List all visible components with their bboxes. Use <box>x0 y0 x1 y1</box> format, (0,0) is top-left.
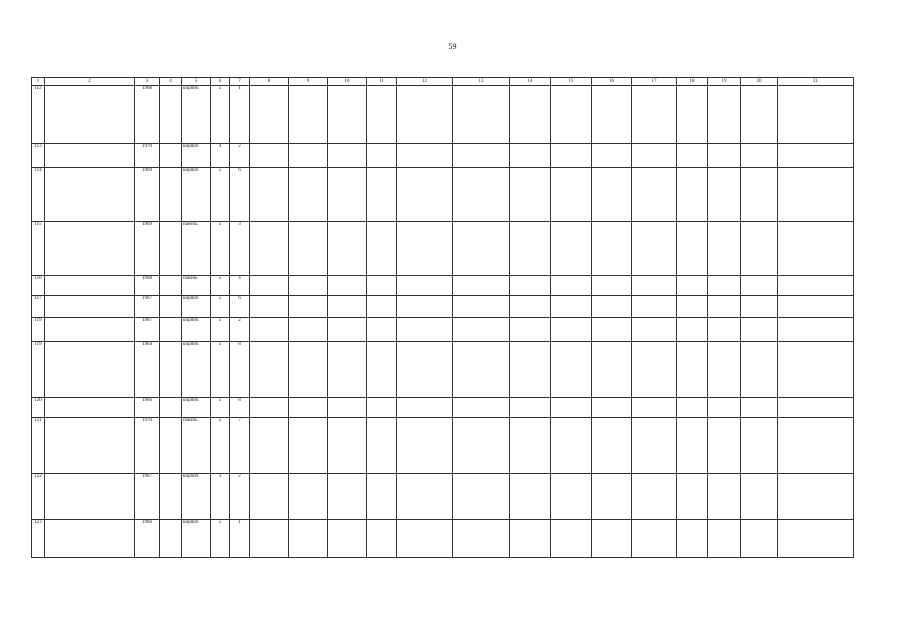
cell-floors: 5 <box>211 398 230 418</box>
cell-entrances: 1 <box>230 520 250 558</box>
cell-blank <box>397 398 453 418</box>
page-number: 59 <box>448 42 457 51</box>
cell-material: панель <box>182 276 211 296</box>
cell-blank <box>592 418 632 474</box>
table-row <box>32 318 854 342</box>
cell-blank <box>551 296 592 318</box>
cell-blank <box>328 144 367 168</box>
cell-blank <box>592 276 632 296</box>
cell-blank <box>741 168 778 222</box>
housing-register-table <box>31 77 854 558</box>
table-row <box>32 474 854 520</box>
cell-blank <box>45 296 135 318</box>
cell-blank <box>632 276 677 296</box>
cell-blank <box>397 144 453 168</box>
cell-blank <box>250 86 289 144</box>
cell-blank <box>677 168 708 222</box>
cell-blank <box>45 318 135 342</box>
cell-material: панель <box>182 418 211 474</box>
column-number: 6 <box>211 78 230 86</box>
cell-blank <box>551 222 592 276</box>
cell-blank <box>510 398 551 418</box>
cell-year: 1966 <box>135 398 160 418</box>
cell-year: 1964 <box>135 342 160 398</box>
cell-blank <box>592 222 632 276</box>
cell-material: кирпич <box>182 342 211 398</box>
cell-entrances: 2 <box>230 474 250 520</box>
column-number: 9 <box>289 78 328 86</box>
cell-blank <box>741 342 778 398</box>
cell-entrances: 6 <box>230 168 250 222</box>
cell-blank <box>708 318 741 342</box>
cell-blank <box>453 342 510 398</box>
cell-year: 1969 <box>135 222 160 276</box>
table-row <box>32 168 854 222</box>
cell-blank <box>289 318 328 342</box>
cell-entrances: 2 <box>230 144 250 168</box>
cell-year: 1967 <box>135 296 160 318</box>
cell-floors: 5 <box>211 342 230 398</box>
cell-blank <box>551 474 592 520</box>
cell-blank <box>741 474 778 520</box>
cell-no: 112 <box>32 86 45 144</box>
cell-blank <box>250 342 289 398</box>
cell-blank <box>289 342 328 398</box>
cell-blank <box>328 168 367 222</box>
cell-blank <box>708 474 741 520</box>
cell-blank <box>250 296 289 318</box>
cell-blank <box>677 86 708 144</box>
cell-blank <box>250 520 289 558</box>
cell-floors: 5 <box>211 318 230 342</box>
cell-blank <box>741 398 778 418</box>
table-row <box>32 86 854 144</box>
cell-entrances: 1 <box>230 86 250 144</box>
column-number: 7 <box>230 78 250 86</box>
cell-blank <box>453 318 510 342</box>
cell-no: 117 <box>32 296 45 318</box>
cell-blank <box>510 144 551 168</box>
cell-blank <box>45 474 135 520</box>
cell-blank <box>551 276 592 296</box>
column-number-row <box>32 78 854 86</box>
cell-blank <box>367 318 397 342</box>
register-body <box>32 86 854 558</box>
cell-no: 119 <box>32 342 45 398</box>
cell-no: 116 <box>32 276 45 296</box>
cell-blank <box>551 520 592 558</box>
cell-blank <box>397 86 453 144</box>
cell-no: 123 <box>32 520 45 558</box>
cell-blank <box>510 168 551 222</box>
cell-blank <box>289 474 328 520</box>
cell-material: кирпич <box>182 86 211 144</box>
column-number: 4 <box>160 78 182 86</box>
cell-blank <box>778 418 854 474</box>
cell-blank <box>453 296 510 318</box>
cell-no: 122 <box>32 474 45 520</box>
cell-material: кирпич <box>182 318 211 342</box>
cell-blank <box>160 276 182 296</box>
table-row <box>32 222 854 276</box>
cell-blank <box>741 276 778 296</box>
cell-blank <box>677 222 708 276</box>
cell-blank <box>677 418 708 474</box>
cell-blank <box>289 276 328 296</box>
column-number: 12 <box>397 78 453 86</box>
cell-blank <box>453 276 510 296</box>
cell-blank <box>510 86 551 144</box>
cell-blank <box>708 296 741 318</box>
cell-blank <box>632 474 677 520</box>
cell-blank <box>778 168 854 222</box>
cell-blank <box>551 144 592 168</box>
column-number: 3 <box>135 78 160 86</box>
cell-blank <box>367 342 397 398</box>
cell-floors: 3 <box>211 474 230 520</box>
cell-blank <box>551 86 592 144</box>
column-number: 10 <box>328 78 367 86</box>
cell-blank <box>677 474 708 520</box>
cell-entrances: 7 <box>230 418 250 474</box>
cell-blank <box>250 398 289 418</box>
cell-floors: 5 <box>211 222 230 276</box>
cell-blank <box>160 144 182 168</box>
cell-blank <box>708 86 741 144</box>
cell-blank <box>510 520 551 558</box>
cell-blank <box>289 222 328 276</box>
cell-material: кирпич <box>182 144 211 168</box>
cell-blank <box>632 398 677 418</box>
cell-blank <box>367 474 397 520</box>
cell-material: кирпич <box>182 398 211 418</box>
cell-year: 1967 <box>135 474 160 520</box>
cell-blank <box>741 222 778 276</box>
cell-blank <box>453 418 510 474</box>
table-row <box>32 342 854 398</box>
cell-blank <box>250 474 289 520</box>
cell-blank <box>741 296 778 318</box>
cell-blank <box>328 296 367 318</box>
cell-no: 119 <box>32 318 45 342</box>
cell-blank <box>250 144 289 168</box>
cell-material: панель <box>182 222 211 276</box>
cell-blank <box>397 342 453 398</box>
cell-blank <box>778 318 854 342</box>
cell-blank <box>510 222 551 276</box>
cell-blank <box>328 318 367 342</box>
cell-blank <box>367 86 397 144</box>
cell-blank <box>453 222 510 276</box>
cell-blank <box>741 86 778 144</box>
cell-blank <box>250 168 289 222</box>
cell-blank <box>367 418 397 474</box>
cell-blank <box>708 168 741 222</box>
cell-blank <box>45 276 135 296</box>
cell-blank <box>289 86 328 144</box>
cell-blank <box>592 86 632 144</box>
cell-blank <box>45 168 135 222</box>
cell-blank <box>160 168 182 222</box>
cell-blank <box>592 342 632 398</box>
cell-blank <box>250 318 289 342</box>
cell-blank <box>708 520 741 558</box>
cell-blank <box>289 398 328 418</box>
column-number: 16 <box>592 78 632 86</box>
table-row <box>32 296 854 318</box>
cell-blank <box>397 296 453 318</box>
cell-blank <box>453 144 510 168</box>
cell-no: 121 <box>32 418 45 474</box>
cell-blank <box>250 418 289 474</box>
cell-blank <box>397 520 453 558</box>
cell-year: 1969 <box>135 168 160 222</box>
cell-blank <box>778 296 854 318</box>
cell-blank <box>510 276 551 296</box>
cell-blank <box>160 222 182 276</box>
cell-blank <box>592 398 632 418</box>
cell-blank <box>632 222 677 276</box>
cell-blank <box>708 418 741 474</box>
cell-floors: 5 <box>211 296 230 318</box>
cell-blank <box>708 276 741 296</box>
cell-blank <box>289 168 328 222</box>
cell-blank <box>289 520 328 558</box>
cell-blank <box>250 276 289 296</box>
cell-blank <box>328 342 367 398</box>
cell-blank <box>778 222 854 276</box>
cell-blank <box>677 144 708 168</box>
cell-blank <box>453 474 510 520</box>
cell-blank <box>367 168 397 222</box>
cell-blank <box>367 520 397 558</box>
cell-blank <box>551 398 592 418</box>
cell-blank <box>45 86 135 144</box>
cell-blank <box>778 474 854 520</box>
cell-blank <box>397 276 453 296</box>
table-row <box>32 520 854 558</box>
cell-blank <box>45 398 135 418</box>
cell-material: кирпич <box>182 474 211 520</box>
cell-blank <box>677 520 708 558</box>
cell-material: кирпич <box>182 168 211 222</box>
column-number: 2 <box>45 78 135 86</box>
cell-blank <box>453 168 510 222</box>
cell-year: 1970 <box>135 144 160 168</box>
cell-entrances: 4 <box>230 276 250 296</box>
cell-floors: 5 <box>211 86 230 144</box>
column-number: 14 <box>510 78 551 86</box>
cell-material: кирпич <box>182 296 211 318</box>
cell-blank <box>741 520 778 558</box>
cell-blank <box>453 520 510 558</box>
cell-blank <box>328 86 367 144</box>
cell-blank <box>367 276 397 296</box>
column-number: 17 <box>632 78 677 86</box>
cell-blank <box>677 296 708 318</box>
cell-blank <box>592 520 632 558</box>
cell-blank <box>708 398 741 418</box>
cell-blank <box>778 342 854 398</box>
cell-blank <box>328 222 367 276</box>
column-number: 20 <box>741 78 778 86</box>
column-number: 18 <box>677 78 708 86</box>
cell-blank <box>367 398 397 418</box>
cell-blank <box>160 474 182 520</box>
cell-no: 113 <box>32 144 45 168</box>
cell-blank <box>778 520 854 558</box>
cell-blank <box>632 418 677 474</box>
cell-blank <box>741 418 778 474</box>
cell-blank <box>778 86 854 144</box>
cell-blank <box>592 474 632 520</box>
cell-blank <box>510 342 551 398</box>
cell-year: 1968 <box>135 86 160 144</box>
cell-blank <box>397 418 453 474</box>
cell-blank <box>160 418 182 474</box>
cell-blank <box>632 342 677 398</box>
cell-floors: 5 <box>211 520 230 558</box>
cell-blank <box>453 86 510 144</box>
cell-blank <box>397 168 453 222</box>
column-number: 15 <box>551 78 592 86</box>
cell-blank <box>592 168 632 222</box>
cell-blank <box>289 144 328 168</box>
cell-blank <box>45 222 135 276</box>
cell-blank <box>328 418 367 474</box>
cell-blank <box>708 144 741 168</box>
column-number: 13 <box>453 78 510 86</box>
cell-blank <box>328 276 367 296</box>
cell-year: 1968 <box>135 276 160 296</box>
cell-blank <box>778 276 854 296</box>
cell-blank <box>160 318 182 342</box>
cell-no: 115 <box>32 222 45 276</box>
cell-blank <box>45 342 135 398</box>
cell-blank <box>397 222 453 276</box>
cell-blank <box>592 144 632 168</box>
cell-blank <box>551 168 592 222</box>
cell-floors: 5 <box>211 168 230 222</box>
cell-blank <box>510 474 551 520</box>
cell-blank <box>160 520 182 558</box>
cell-entrances: 8 <box>230 342 250 398</box>
column-number: 8 <box>250 78 289 86</box>
column-number: 1 <box>32 78 45 86</box>
column-number: 11 <box>367 78 397 86</box>
cell-floors: 5 <box>211 276 230 296</box>
cell-blank <box>551 318 592 342</box>
cell-floors: 5 <box>211 418 230 474</box>
cell-blank <box>632 318 677 342</box>
table-row <box>32 144 854 168</box>
cell-year: 1970 <box>135 418 160 474</box>
cell-blank <box>741 144 778 168</box>
cell-blank <box>510 418 551 474</box>
cell-blank <box>453 398 510 418</box>
cell-floors: 4 <box>211 144 230 168</box>
cell-no: 114 <box>32 168 45 222</box>
cell-blank <box>632 86 677 144</box>
table-row <box>32 418 854 474</box>
cell-blank <box>677 342 708 398</box>
column-number: 5 <box>182 78 211 86</box>
cell-blank <box>289 418 328 474</box>
cell-entrances: 6 <box>230 296 250 318</box>
cell-blank <box>289 296 328 318</box>
cell-entrances: 8 <box>230 398 250 418</box>
cell-year: 1967 <box>135 318 160 342</box>
cell-blank <box>397 474 453 520</box>
cell-blank <box>250 222 289 276</box>
cell-blank <box>592 318 632 342</box>
cell-no: 120 <box>32 398 45 418</box>
cell-blank <box>677 276 708 296</box>
column-number: 19 <box>708 78 741 86</box>
cell-blank <box>367 144 397 168</box>
cell-blank <box>592 296 632 318</box>
cell-blank <box>328 520 367 558</box>
cell-blank <box>551 418 592 474</box>
cell-blank <box>160 86 182 144</box>
cell-blank <box>367 222 397 276</box>
cell-blank <box>632 520 677 558</box>
cell-blank <box>45 418 135 474</box>
cell-material: кирпич <box>182 520 211 558</box>
cell-blank <box>778 144 854 168</box>
cell-blank <box>677 398 708 418</box>
cell-blank <box>510 296 551 318</box>
cell-blank <box>677 318 708 342</box>
cell-blank <box>708 222 741 276</box>
cell-blank <box>160 342 182 398</box>
cell-blank <box>45 144 135 168</box>
cell-blank <box>551 342 592 398</box>
cell-entrances: 3 <box>230 222 250 276</box>
table-row <box>32 276 854 296</box>
cell-blank <box>741 318 778 342</box>
cell-blank <box>708 342 741 398</box>
cell-blank <box>367 296 397 318</box>
cell-blank <box>632 144 677 168</box>
cell-blank <box>328 474 367 520</box>
cell-blank <box>160 296 182 318</box>
cell-blank <box>778 398 854 418</box>
cell-year: 1966 <box>135 520 160 558</box>
cell-blank <box>510 318 551 342</box>
table-row <box>32 398 854 418</box>
cell-entrances: 2 <box>230 318 250 342</box>
cell-blank <box>632 168 677 222</box>
cell-blank <box>328 398 367 418</box>
cell-blank <box>397 318 453 342</box>
cell-blank <box>632 296 677 318</box>
cell-blank <box>160 398 182 418</box>
column-number: 21 <box>778 78 854 86</box>
cell-blank <box>45 520 135 558</box>
